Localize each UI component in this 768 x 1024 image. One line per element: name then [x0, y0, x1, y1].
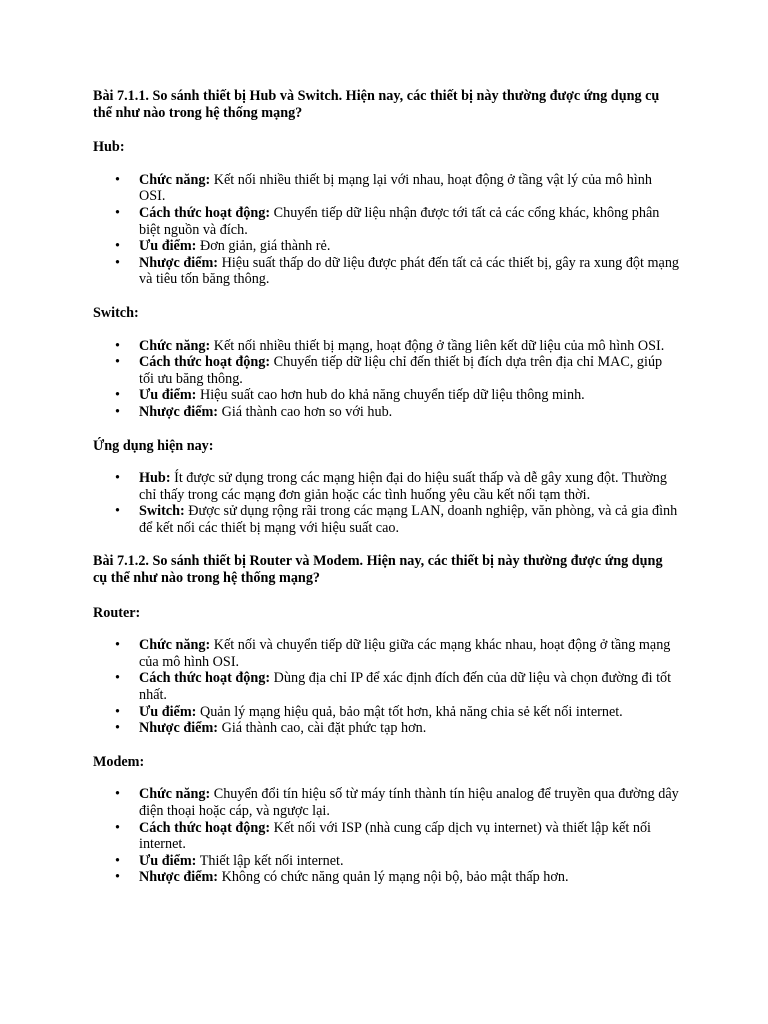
- applications-list: [93, 470, 680, 536]
- exercise-1-heading: Bài 7.1.1. So sánh thiết bị Hub và Switch. Hiện nay, các thiết bị này thường được ứng dụng cụ thể như nào trong hệ thống mạng?: [93, 88, 660, 121]
- item-text: Giá thành cao, cài đặt phức tạp hơn.: [218, 720, 427, 737]
- item-term: Cách thức hoạt động:: [139, 670, 271, 687]
- item-term: Ưu điểm:: [139, 238, 197, 255]
- list-item: [115, 720, 680, 737]
- list-item: [115, 354, 680, 387]
- list-item: [115, 171, 680, 205]
- bullet-icon: •: [115, 637, 120, 654]
- item-text: Không có chức năng quản lý mạng nội bộ, bảo mật thấp hơn.: [218, 869, 569, 886]
- bullet-icon: •: [115, 171, 120, 188]
- item-term: Ưu điểm:: [139, 852, 197, 869]
- list-item: [115, 703, 680, 721]
- hub-section-title: Hub:: [93, 139, 125, 156]
- item-text: Được sử dụng rộng rãi trong các mạng LAN, doanh nghiệp, văn phòng, và cả gia đình để kết nối các thiết bị mạng với hiệu suất cao.: [139, 503, 678, 536]
- bullet-icon: •: [115, 238, 120, 255]
- switch-section-title: Switch:: [93, 304, 139, 321]
- bullet-icon: •: [115, 387, 120, 404]
- modem-list: [93, 786, 680, 886]
- router-list: [93, 637, 680, 737]
- bullet-icon: •: [115, 819, 120, 836]
- item-term: Chức năng:: [139, 786, 211, 803]
- item-text: Quản lý mạng hiệu quả, bảo mật tốt hơn, khả năng chia sẻ kết nối internet.: [196, 703, 623, 720]
- list-item: [115, 387, 680, 404]
- list-item: [115, 852, 680, 870]
- bullet-icon: •: [115, 254, 120, 271]
- item-term: Chức năng:: [139, 171, 211, 188]
- item-term: Cách thức hoạt động:: [139, 204, 271, 221]
- list-item: [115, 819, 680, 853]
- bullet-icon: •: [115, 786, 120, 803]
- list-item: [115, 238, 680, 255]
- list-item: [115, 869, 680, 886]
- item-text: Chuyển tiếp dữ liệu nhận được tới tất cả các cổng khác, không phân biệt nguồn và đích.: [139, 204, 660, 238]
- bullet-icon: •: [115, 720, 120, 737]
- modem-section-title: Modem:: [93, 753, 145, 770]
- list-item: [115, 786, 680, 819]
- hub-list: [93, 172, 680, 288]
- item-term: Nhược điểm:: [139, 403, 219, 420]
- exercise-2-heading: Bài 7.1.2. So sánh thiết bị Router và Modem. Hiện nay, các thiết bị này thường được ứng dụng cụ thể như nào trong hệ thống mạng?: [93, 553, 663, 587]
- list-item: [115, 337, 680, 355]
- bullet-icon: •: [115, 354, 120, 371]
- item-text: Dùng địa chỉ IP để xác định đích đến của dữ liệu và chọn đường đi tốt nhất.: [139, 670, 672, 704]
- item-term: Switch:: [139, 503, 185, 520]
- item-text: Kết nối nhiều thiết bị mạng lại với nhau, hoạt động ở tầng vật lý của mô hình OSI.: [139, 171, 652, 205]
- item-text: Giá thành cao hơn so với hub.: [218, 403, 393, 420]
- bullet-icon: •: [115, 703, 120, 720]
- bullet-icon: •: [115, 852, 120, 869]
- bullet-icon: •: [115, 670, 120, 687]
- bullet-icon: •: [115, 204, 120, 221]
- item-term: Hub:: [139, 470, 171, 487]
- bullet-icon: •: [115, 403, 120, 420]
- item-text: Chuyển tiếp dữ liệu chỉ đến thiết bị đích dựa trên địa chỉ MAC, giúp tối ưu băng thông.: [139, 354, 663, 387]
- item-term: Cách thức hoạt động:: [139, 819, 271, 836]
- item-text: Kết nối với ISP (nhà cung cấp dịch vụ internet) và thiết lập kết nối internet.: [139, 819, 651, 853]
- item-text: Chuyển đổi tín hiệu số từ máy tính thành tín hiệu analog để truyền qua đường dây điện thoại hoặc cáp, và ngược lại.: [139, 786, 679, 819]
- router-section-title: Router:: [93, 604, 141, 621]
- list-item: [115, 503, 680, 536]
- item-text: Hiệu suất thấp do dữ liệu được phát đến tất cả các thiết bị, gây ra xung đột mạng và tiêu tốn băng thông.: [139, 254, 680, 288]
- item-term: Chức năng:: [139, 337, 211, 354]
- item-term: Nhược điểm:: [139, 720, 219, 737]
- item-term: Nhược điểm:: [139, 869, 219, 886]
- list-item: [115, 670, 680, 704]
- item-term: Chức năng:: [139, 637, 211, 654]
- item-text: Kết nối và chuyển tiếp dữ liệu giữa các mạng khác nhau, hoạt động ở tầng mạng của mô hình OSI.: [139, 637, 671, 670]
- bullet-icon: •: [115, 503, 120, 520]
- list-item: [115, 470, 680, 503]
- bullet-icon: •: [115, 470, 120, 487]
- item-text: Ít được sử dụng trong các mạng hiện đại do hiệu suất thấp và dễ gây xung đột. Thường chỉ thấy trong các mạng đơn giản hoặc các tình huống yêu cầu kết nối tạm thời.: [139, 470, 667, 503]
- item-text: Đơn giản, giá thành rẻ.: [196, 238, 331, 255]
- item-term: Ưu điểm:: [139, 703, 197, 720]
- item-term: Cách thức hoạt động:: [139, 354, 271, 371]
- list-item: [115, 204, 680, 238]
- list-item: [115, 637, 680, 670]
- item-text: Thiết lập kết nối internet.: [196, 852, 344, 869]
- item-term: Ưu điểm:: [139, 387, 197, 404]
- switch-list: [93, 338, 680, 421]
- list-item: [115, 254, 680, 288]
- item-text: Kết nối nhiều thiết bị mạng, hoạt động ở tầng liên kết dữ liệu của mô hình OSI.: [210, 337, 665, 354]
- bullet-icon: •: [115, 869, 120, 886]
- bullet-icon: •: [115, 337, 120, 354]
- applications-section-title: Ứng dụng hiện nay:: [93, 437, 214, 454]
- item-text: Hiệu suất cao hơn hub do khả năng chuyển tiếp dữ liệu thông minh.: [196, 387, 585, 404]
- list-item: [115, 403, 680, 421]
- item-term: Nhược điểm:: [139, 254, 219, 271]
